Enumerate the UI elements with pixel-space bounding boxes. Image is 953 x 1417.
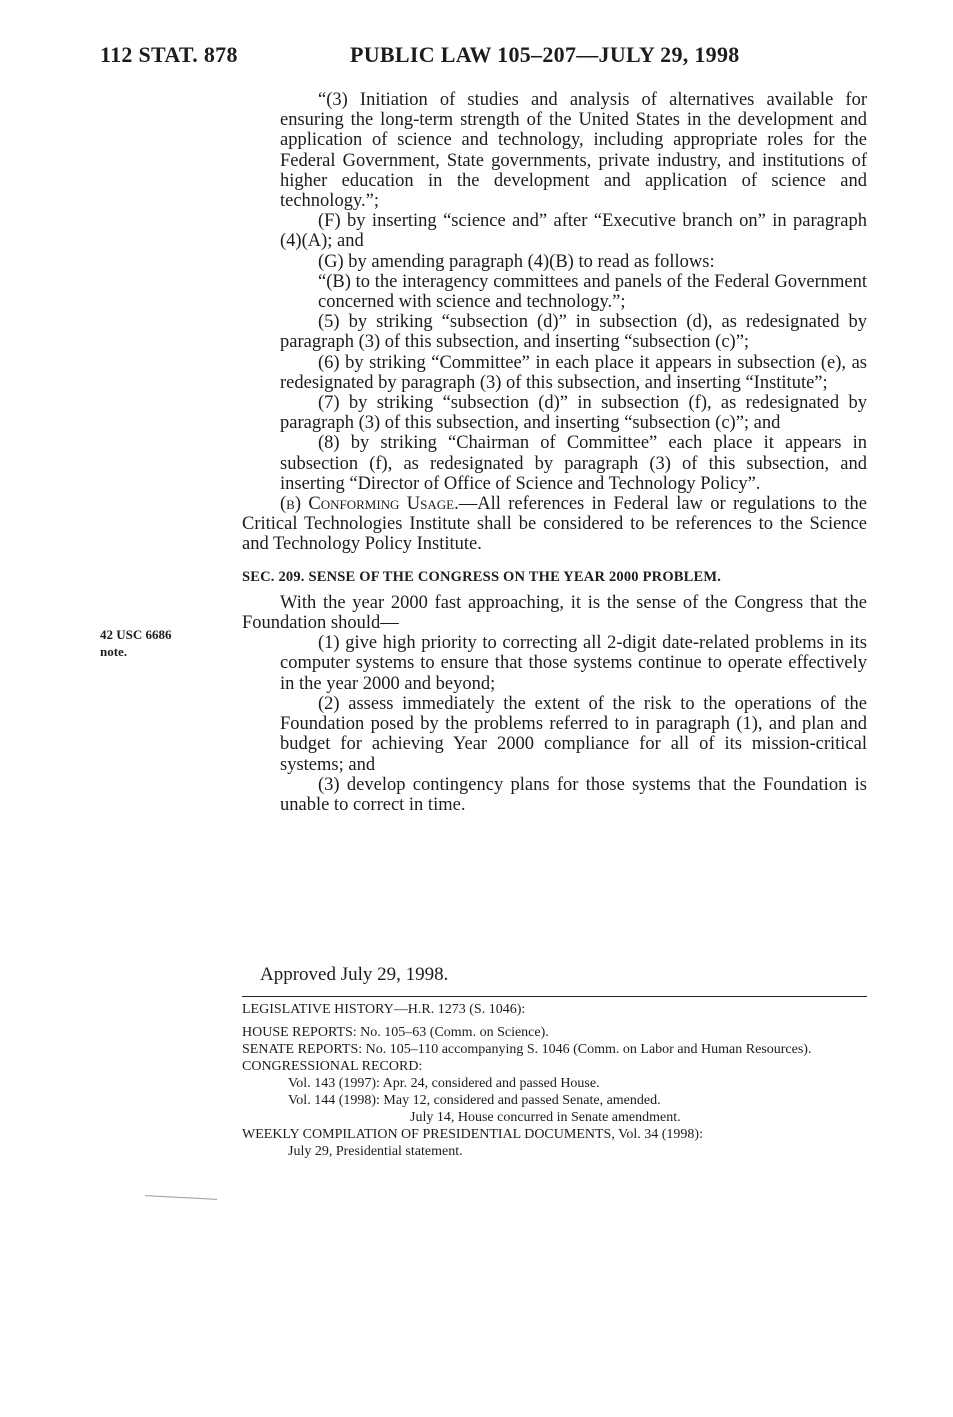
paragraph-6: (6) by striking “Committee” in each place it appears in subsection (e), as redesignated by paragraph (3) of this subsection, and inserting “Institute”;	[280, 352, 867, 393]
section-intro: With the year 2000 fast approaching, it is the sense of the Congress that the Foundation should—	[242, 592, 867, 634]
history-title: LEGISLATIVE HISTORY—H.R. 1273 (S. 1046):	[242, 1002, 526, 1017]
house-reports: HOUSE REPORTS: No. 105–63 (Comm. on Science).	[242, 1025, 549, 1040]
legislative-history	[242, 1001, 867, 1160]
paragraph-quote-3: “(3) Initiation of studies and analysis of alternatives available for ensuring the long-term strength of the United States in the development and application of science and technology, including appropriate roles for the Federal Government, State governments, private industry, and institutions of higher education in the development and application of science and technology.”;	[280, 90, 867, 212]
subsection-b-text: —All references in Federal law or regulations to the Critical Technologies Institute shall be considered to be references to the Science and Technology Policy Institute.	[242, 494, 867, 555]
paragraph-quote-B: “(B) to the interagency committees and panels of the Federal Government concerned with science and technology.”;	[318, 271, 867, 313]
senate-reports: SENATE REPORTS: No. 105–110 accompanying S. 1046 (Comm. on Labor and Human Resources).	[242, 1042, 812, 1057]
record-vol-144: Vol. 144 (1998): May 12, considered and passed Senate, amended.	[288, 1093, 661, 1108]
paragraph-7: (7) by striking “subsection (d)” in subsection (f), as redesignated by paragraph (3) of this subsection, and inserting “subsection (c)”; and	[280, 393, 867, 434]
body-text	[242, 90, 867, 815]
record-vol-143: Vol. 143 (1997): Apr. 24, considered and passed House.	[288, 1076, 600, 1091]
history-divider	[242, 996, 867, 997]
congressional-record: CONGRESSIONAL RECORD:	[242, 1059, 423, 1074]
paragraph-5: (5) by striking “subsection (d)” in subsection (d), as redesignated by paragraph (3) of this subsection, and inserting “subsection (c)”;	[280, 312, 867, 353]
weekly-compilation-detail: July 29, Presidential statement.	[288, 1144, 463, 1159]
paragraph-8: (8) by striking “Chairman of Committee” each place it appears in subsection (f), as redesignated by paragraph (3) of this subsection, and inserting “Director of Office of Science and Technology Policy”.	[280, 433, 867, 494]
law-title: PUBLIC LAW 105–207—JULY 29, 1998	[350, 42, 740, 67]
section-item-3: (3) develop contingency plans for those systems that the Foundation is unable to correct in time.	[280, 774, 867, 815]
section-item-2: (2) assess immediately the extent of the risk to the operations of the Foundation posed by the problems referred to in paragraph (1), and plan and budget for achieving Year 2000 compliance for all of its mission-critical systems; and	[280, 693, 867, 775]
weekly-compilation: WEEKLY COMPILATION OF PRESIDENTIAL DOCUMENTS, Vol. 34 (1998):	[242, 1127, 703, 1142]
approval-date: Approved July 29, 1998.	[260, 964, 449, 985]
paragraph-F: (F) by inserting “science and” after “Executive branch on” in paragraph (4)(A); and	[280, 211, 867, 252]
margin-note	[100, 626, 172, 660]
margin-note-citation: 42 USC 6686	[100, 627, 172, 642]
margin-note-label: note.	[100, 644, 128, 659]
section-item-1: (1) give high priority to correcting all 2-digit date-related problems in its computer systems to ensure that those systems continue to operate effectively in the year 2000 and beyond;	[280, 633, 867, 694]
record-vol-144-cont: July 14, House concurred in Senate amendment.	[410, 1110, 681, 1125]
stat-page-number: 112 STAT. 878	[100, 42, 238, 67]
section-heading: SEC. 209. SENSE OF THE CONGRESS ON THE YEAR 2000 PROBLEM.	[242, 568, 722, 585]
page-header	[0, 42, 953, 72]
scan-mark	[145, 1195, 217, 1200]
subsection-b	[242, 494, 867, 555]
subsection-b-label: (b) Conforming Usage.	[280, 494, 459, 515]
paragraph-G: (G) by amending paragraph (4)(B) to read as follows:	[318, 251, 715, 272]
